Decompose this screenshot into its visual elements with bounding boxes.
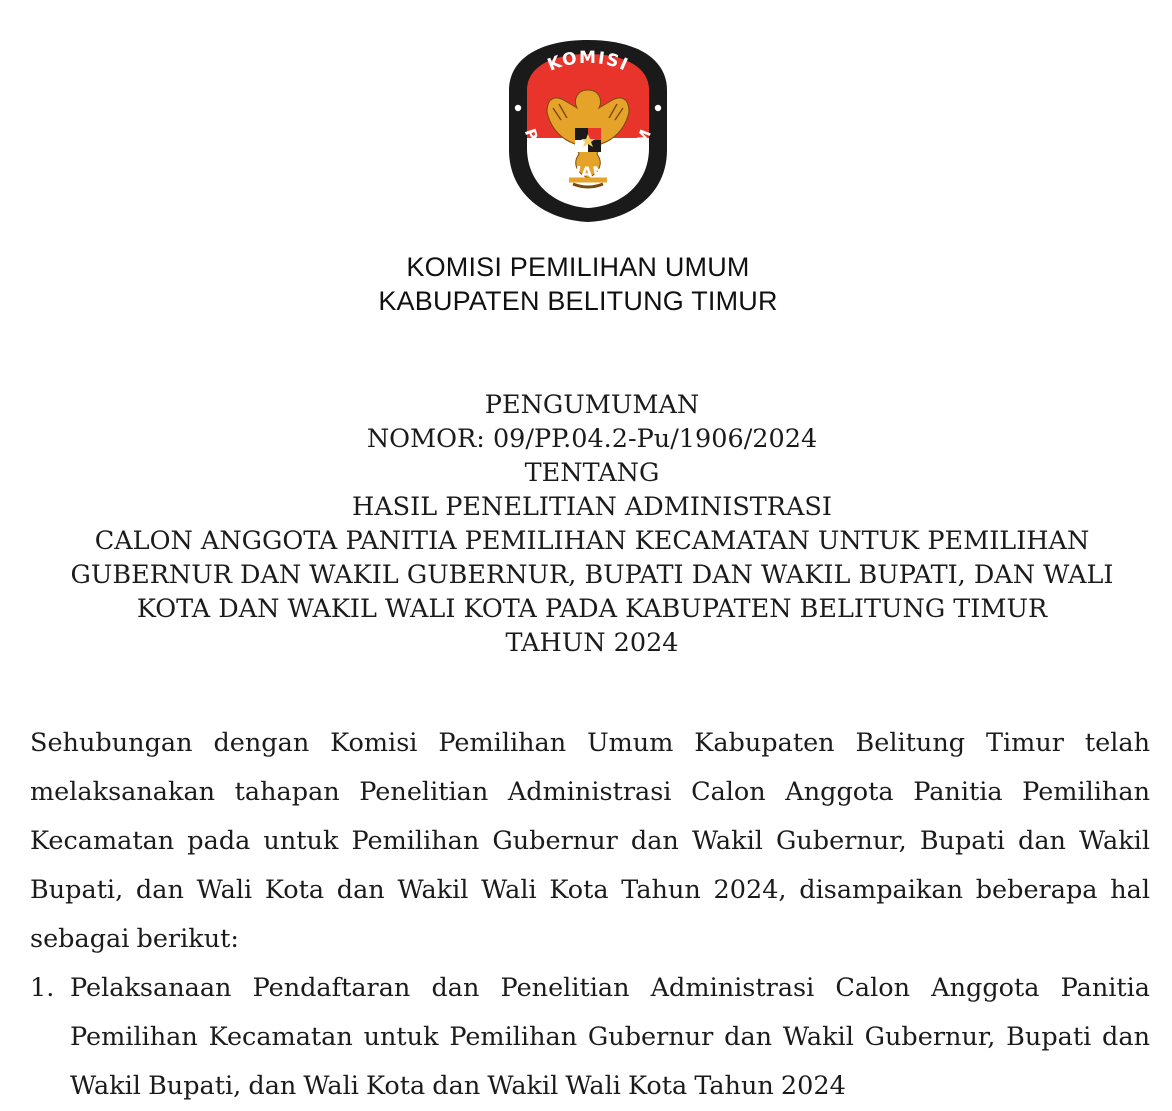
org-region: KABUPATEN BELITUNG TIMUR [378, 286, 778, 316]
title-line-number: NOMOR: 09/PP.04.2-Pu/1906/2024 [366, 424, 818, 454]
point-list [30, 964, 1150, 1111]
title-line-subject: HASIL PENELITIAN ADMINISTRASI [352, 492, 832, 522]
title-line-subject-2: CALON ANGGOTA PANITIA PEMILIHAN KECAMATAN UNTUK PEMILIHAN [94, 526, 1090, 556]
title-line-subject-4: KOTA DAN WAKIL WALI KOTA PADA KABUPATEN BELITUNG TIMUR [136, 594, 1048, 624]
title-line-subject-3: GUBERNUR DAN WAKIL GUBERNUR, BUPATI DAN WAKIL BUPATI, DAN WALI [70, 560, 1114, 590]
intro-paragraph: Sehubungan dengan Komisi Pemilihan Umum Kabupaten Belitung Timur telah melaksanakan tahapan Penelitian Administrasi Calon Anggota Panitia Pemilihan Kecamatan pada untuk Pemilihan Gubernur dan Wakil Gubernur, Bupati dan Wakil Bupati, dan Wali Kota dan Wakil Wali Kota Tahun 2024, disampaikan beberapa hal sebagai berikut: [30, 728, 1150, 954]
title-line-year: TAHUN 2024 [505, 628, 679, 658]
list-item [30, 964, 1150, 1111]
announcement-body [30, 719, 1150, 1111]
org-name: KOMISI PEMILIHAN UMUM [406, 252, 750, 282]
title-line-announcement: PENGUMUMAN [484, 390, 700, 420]
list-item-number: 1. [30, 973, 55, 1003]
announcement-title [30, 388, 1154, 660]
list-item-text: Pelaksanaan Pendaftaran dan Penelitian Administrasi Calon Anggota Panitia Pemilihan Kecamatan untuk Pemilihan Gubernur dan Wakil Gubernur, Bupati dan Wakil Bupati, dan Wali Kota dan Wakil Wali Kota Tahun 2024 [70, 973, 1150, 1101]
svg-text:KOMISI: KOMISI [544, 47, 632, 76]
kpu-logo [503, 38, 673, 224]
title-line-about: TENTANG [524, 458, 660, 488]
kpu-emblem-icon [503, 38, 673, 224]
svg-text:PEMILIHAN UMUM: PEMILIHAN UMUM [520, 126, 656, 182]
